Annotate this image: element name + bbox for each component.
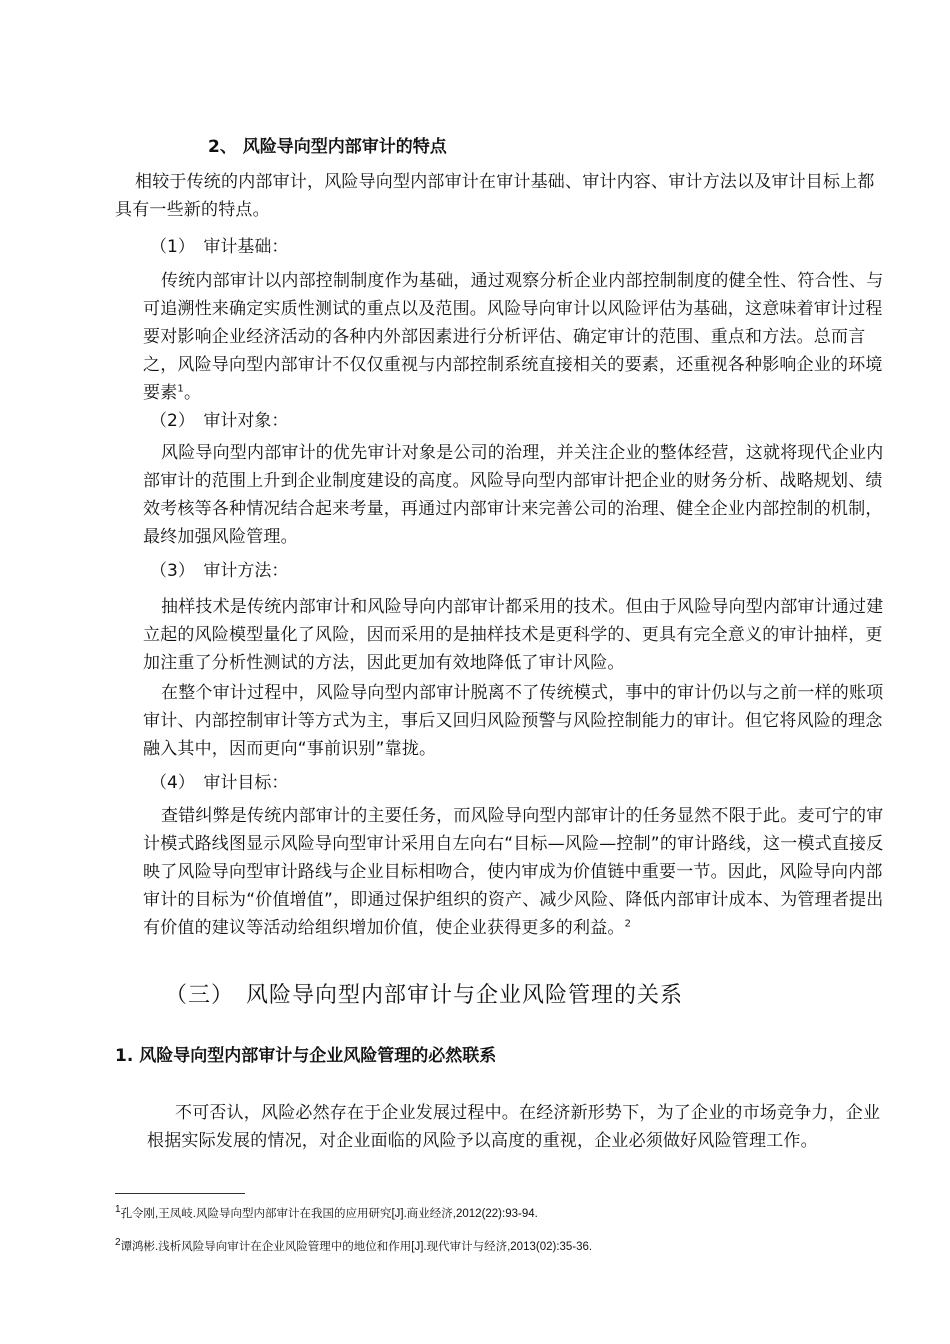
section-heading-3: （三） 风险导向型内部审计与企业风险管理的关系	[165, 983, 684, 1008]
footnote-ref-1[interactable]: 1	[177, 383, 184, 395]
item-4-text: 查错纠弊是传统内部审计的主要任务，而风险导向型内部审计的任务显然不限于此。麦可宁的审计模式路线图显示风险导向型审计采用自左向右“目标—风险—控制”的审计路线，这一模式直接反映了风险导向型审计路线与企业目标相吻合，使内审成为价值链中重要一节。因此，风险导向内部审计的目标为“价值增值”，即通过保护组织的资产、减少风险、降低内部审计成本、为管理者提出有价值的建议等活动给组织增加价值，使企业获得更多的利益。$^2$	[143, 806, 884, 938]
footnote-separator	[115, 1193, 245, 1194]
item-1-text: 传统内部审计以内部控制制度作为基础，通过观察分析企业内部控制制度的健全性、符合性、与可追溯性来确定实质性测试的重点以及范围。风险导向审计以风险评估为基础，这意味着审计过程要对影响企业经济活动的各种内外部因素进行分析评估、确定审计的范围、重点和方法。总而言之，风险导向型内部审计不仅仅重视与内部控制系统直接相关的要素，还重视各种影响企业的环境要素$^1$。	[143, 271, 884, 403]
item-2-label: （2） 审计对象：	[150, 411, 289, 431]
footnote-ref-2[interactable]: 2	[624, 918, 632, 930]
item-3-text-2: 在整个审计过程中，风险导向型内部审计脱离不了传统模式，事中的审计仍以与之前一样的账项审计、内部控制审计等方式为主，事后又回归风险预警与风险控制能力的审计。但它将风险的理念融入其中，因而更向“事前识别”靠拢。	[143, 683, 884, 759]
item-4-label: （4） 审计目标：	[150, 773, 289, 793]
item-3-label: （3） 审计方法：	[150, 561, 289, 581]
section-3-text: 不可否认，风险必然存在于企业发展过程中。在经济新形势下，为了企业的市场竞争力，企业根据实际发展的情况，对企业面临的风险予以高度的重视，企业必须做好风险管理工作。	[147, 1103, 881, 1151]
section-heading-2: 2、 风险导向型内部审计的特点	[208, 137, 447, 157]
item-1-label: （1） 审计基础：	[150, 237, 289, 257]
footnote-2: $^2$谭鸿彬.浅析风险导向审计在企业风险管理中的地位和作用[J].现代审计与经济,2013(02):35-36.	[115, 1237, 593, 1253]
sub-heading-1: 1. 风险导向型内部审计与企业风险管理的必然联系	[115, 1046, 497, 1066]
section-intro: 相较于传统的内部审计，风险导向型内部审计在审计基础、审计内容、审计方法以及审计目标上都具有一些新的特点。	[115, 172, 875, 220]
footnote-1: $^1$孔令刚,王凤岐.风险导向型内部审计在我国的应用研究[J].商业经济,2012(22):93-94.	[115, 1204, 538, 1220]
item-2-text: 风险导向型内部审计的优先审计对象是公司的治理，并关注企业的整体经营，这就将现代企业内部审计的范围上升到企业制度建设的高度。风险导向型内部审计把企业的财务分析、战略规划、绩效考核等各种情况结合起来考量，再通过内部审计来完善公司的治理、健全企业内部控制的机制，最终加强风险管理。	[143, 443, 884, 547]
item-3-text: 抽样技术是传统内部审计和风险导向内部审计都采用的技术。但由于风险导向型内部审计通过建立起的风险模型量化了风险，因而采用的是抽样技术是更科学的、更具有完全意义的审计抽样，更加注重了分析性测试的方法，因此更加有效地降低了审计风险。	[143, 597, 884, 673]
